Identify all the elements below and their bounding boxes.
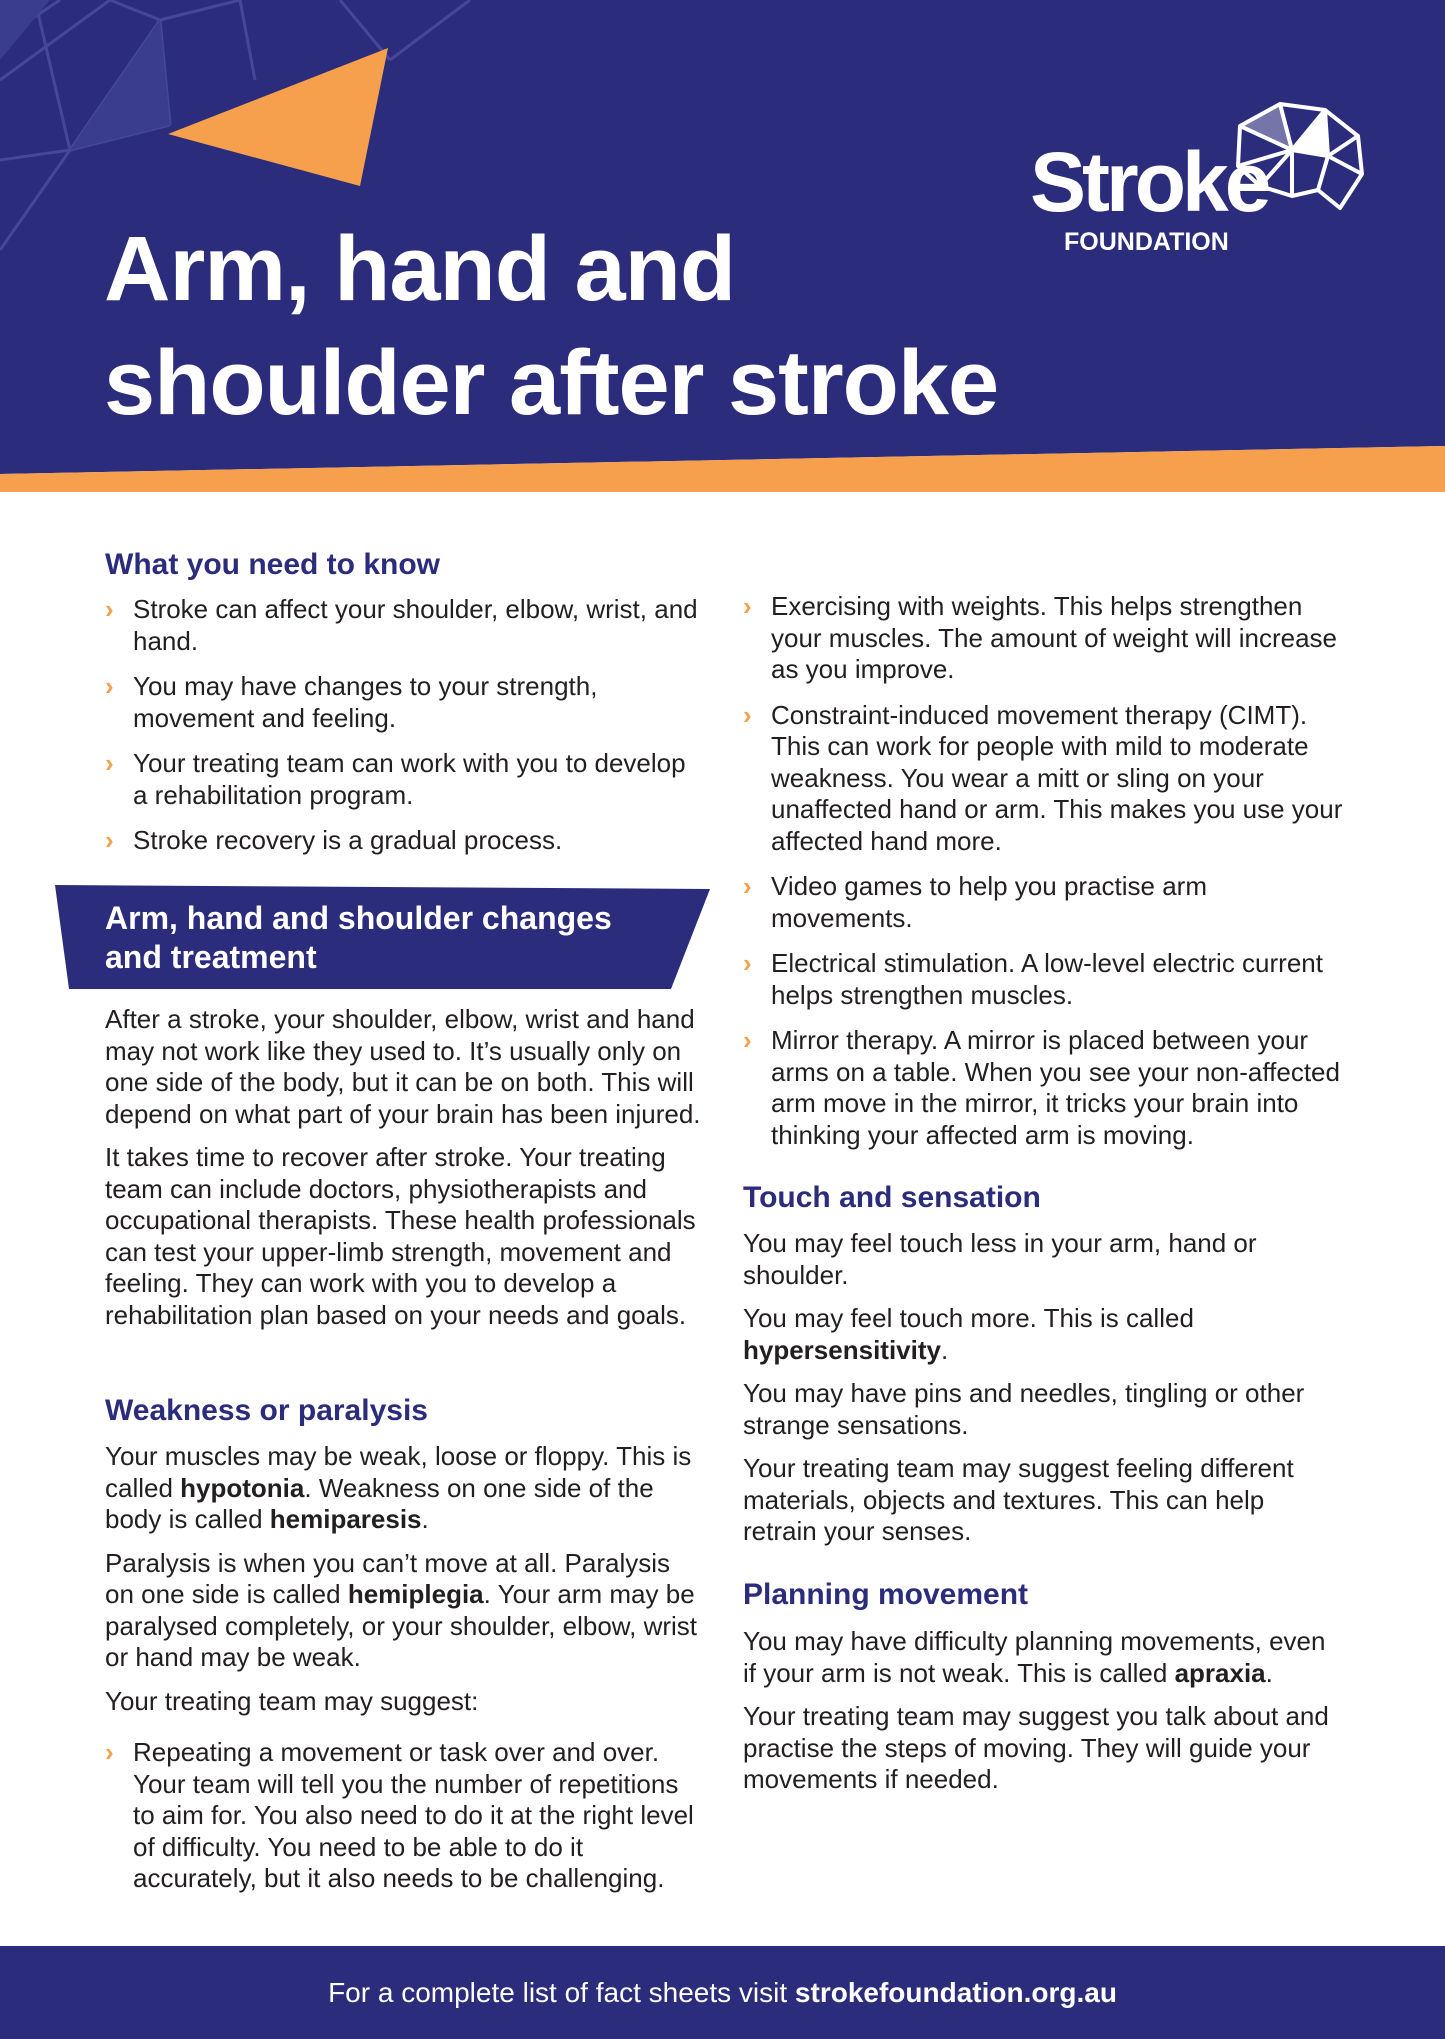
weakness-paragraph-1: Your muscles may be weak, loose or floppy. This is called hypotonia. Weakness on one side of the body is called hemiparesis. — [105, 1441, 692, 1534]
touch-paragraph-2: You may feel touch more. This is called hypersensitivity. — [743, 1303, 1194, 1365]
chevron-right-icon: › — [743, 871, 752, 901]
title-line-1: Arm, hand and — [104, 218, 736, 320]
weakness-paragraph-2: Paralysis is when you can’t move at all. Paralysis on one side is called hemiplegia. Your arm may be paralysed completely, or your shoulder, elbow, wrist or hand may be weak. — [105, 1547, 698, 1672]
weakness-heading: Weakness or paralysis — [105, 1394, 428, 1427]
touch-heading: Touch and sensation — [743, 1181, 1041, 1214]
logo-wordmark: Stroke — [1030, 135, 1268, 229]
touch-paragraph-1: You may feel touch less in your arm, hand or shoulder. — [743, 1228, 1257, 1290]
weakness-paragraph-3: Your treating team may suggest: — [105, 1685, 479, 1716]
chevron-right-icon: › — [105, 671, 114, 701]
list-item: › Your treating team can work with you to develop a rehabilitation program. — [105, 748, 686, 810]
know-list — [105, 594, 705, 871]
logo-subtitle: FOUNDATION — [1064, 228, 1229, 256]
footer-text: For a complete list of fact sheets visit strokefoundation.org.au — [328, 1977, 1117, 2008]
weakness-text — [105, 1441, 705, 1909]
intro-paragraph-2: It takes time to recover after stroke. Your treating team can include doctors, physiotherapists and occupational therapists. These health professionals can test your upper-limb strength, movement and feeling. They can work with you to develop a rehabilitation plan based on your needs and goals. — [105, 1142, 696, 1330]
page-title — [104, 212, 998, 440]
touch-paragraph-4: Your treating team may suggest feeling different materials, objects and textures. This can help retrain your senses. — [743, 1453, 1294, 1546]
header-banner — [0, 0, 1445, 500]
footer-link[interactable]: strokefoundation.org.au — [794, 1977, 1117, 2008]
chevron-right-icon: › — [743, 1025, 752, 1055]
chevron-right-icon: › — [743, 948, 752, 978]
planning-heading: Planning movement — [743, 1578, 1029, 1611]
touch-text — [743, 1228, 1343, 1560]
list-item: › Mirror therapy. A mirror is placed between your arms on a table. When you see your non-affected arm move in the mirror, it tricks your brain into thinking your affected arm is moving. — [743, 1025, 1340, 1150]
touch-paragraph-3: You may have pins and needles, tingling or other strange sensations. — [743, 1378, 1305, 1440]
planning-paragraph-1: You may have difficulty planning movements, even if your arm is not weak. This is called apraxia. — [743, 1626, 1326, 1688]
section-banner — [55, 885, 715, 989]
title-line-2: shoulder after stroke — [104, 332, 999, 434]
chevron-right-icon: › — [105, 594, 114, 624]
planning-text — [743, 1626, 1343, 1808]
chevron-right-icon: › — [743, 591, 752, 621]
list-item: › Stroke recovery is a gradual process. — [105, 825, 563, 855]
planning-paragraph-2: Your treating team may suggest you talk about and practise the steps of moving. They will guide your movements if needed. — [743, 1701, 1329, 1794]
chevron-right-icon: › — [743, 699, 752, 730]
stroke-foundation-logo — [1030, 96, 1360, 266]
banner-title: Arm, hand and shoulder changes and treatment — [105, 900, 612, 975]
footer — [0, 1946, 1445, 2039]
list-item: › You may have changes to your strength, movement and feeling. — [105, 671, 598, 733]
therapy-list — [743, 591, 1343, 1165]
list-item: › Electrical stimulation. A low-level electric current helps strengthen muscles. — [743, 948, 1323, 1010]
list-item: › Stroke can affect your shoulder, elbow, wrist, and hand. — [105, 594, 698, 656]
list-item: › Repeating a movement or task over and over. Your team will tell you the number of repetitions to aim for. You also need to do it at the right level of difficulty. You need to be able to do it accurately, but it also needs to be challenging. — [105, 1737, 694, 1893]
chevron-right-icon: › — [105, 748, 114, 778]
list-item: › Video games to help you practise arm movements. — [743, 871, 1207, 933]
know-heading: What you need to know — [105, 548, 440, 581]
intro-paragraph-1: After a stroke, your shoulder, elbow, wrist and hand may not work like they used to. It’s usually only on one side of the body, but it can be on both. This will depend on what part of your brain has been injured. — [105, 1004, 701, 1129]
list-item: › Constraint-induced movement therapy (CIMT). This can work for people with mild to moderate weakness. You wear a mitt or sling on your unaffected hand or arm. This makes you use your affected hand more. — [743, 699, 1343, 856]
list-item: › Exercising with weights. This helps strengthen your muscles. The amount of weight will increase as you improve. — [743, 591, 1337, 684]
chevron-right-icon: › — [105, 1737, 114, 1767]
chevron-right-icon: › — [105, 825, 114, 855]
intro-text — [105, 1004, 705, 1343]
